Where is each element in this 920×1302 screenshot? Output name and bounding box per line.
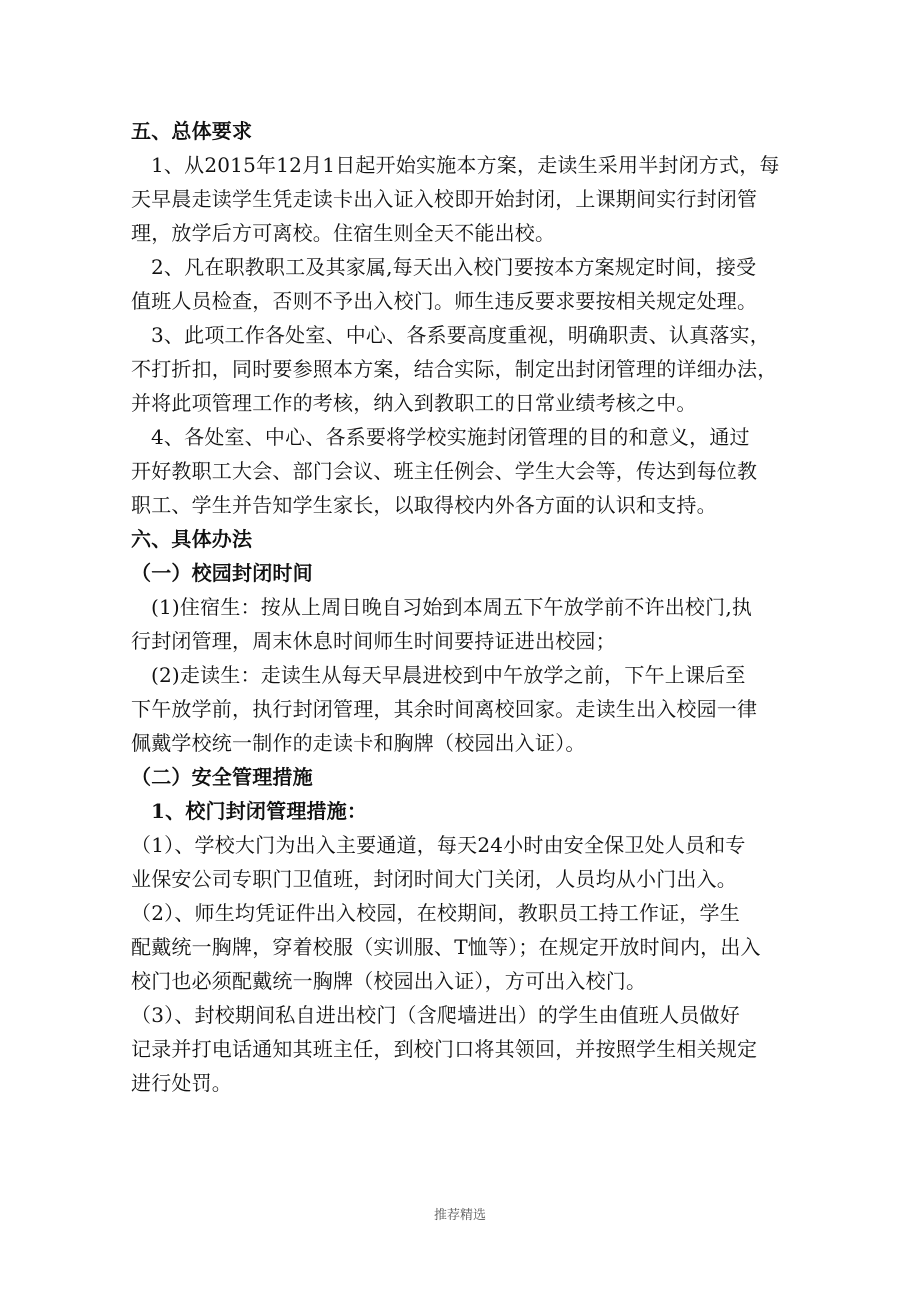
subsection-heading-1: （一）校园封闭时间 <box>131 561 313 585</box>
paragraph-line: （2）、师生均凭证件出入校园，在校期间，教职员工持工作证，学生 <box>131 901 740 925</box>
paragraph-line: (1)住宿生：按从上周日晚自习始到本周五下午放学前不许出校门,执 <box>151 595 753 619</box>
paragraph-line: 佩戴学校统一制作的走读卡和胸牌（校园出入证）。 <box>131 731 586 755</box>
paragraph-line: 下午放学前，执行封闭管理，其余时间离校回家。走读生出入校园一律 <box>131 697 758 721</box>
paragraph-line: 不打折扣，同时要参照本方案，结合实际，制定出封闭管理的详细办法， <box>131 357 778 381</box>
paragraph-line: 理，放学后方可离校。住宿生则全天不能出校。 <box>131 221 556 245</box>
paragraph-line: 业保安公司专职门卫值班，封闭时间大门关闭，人员均从小门出入。 <box>131 867 737 891</box>
paragraph-line: 2、凡在职教职工及其家属,每天出入校门要按本方案规定时间，接受 <box>151 255 757 279</box>
paragraph-line: 3、此项工作各处室、中心、各系要高度重视，明确职责、认真落实， <box>151 323 770 347</box>
paragraph-line: 进行处罚。 <box>131 1071 232 1095</box>
paragraph-line: 配戴统一胸牌，穿着校服（实训服、T恤等）；在规定开放时间内，出入 <box>131 935 761 959</box>
paragraph-line: 并将此项管理工作的考核，纳入到教职工的日常业绩考核之中。 <box>131 391 697 415</box>
subsection-heading-2: （二）安全管理措施 <box>131 765 313 789</box>
paragraph-line: 天早晨走读学生凭走读卡出入证入校即开始封闭，上课期间实行封闭管 <box>131 187 758 211</box>
paragraph-line: 开好教职工大会、部门会议、班主任例会、学生大会等，传达到每位教 <box>131 459 758 483</box>
document-body <box>131 114 801 1100</box>
subsubsection-heading: 1、校门封闭管理措施： <box>151 799 368 823</box>
paragraph-line: （3）、封校期间私自进出校门（含爬墙进出）的学生由值班人员做好 <box>131 1003 740 1027</box>
paragraph-line: 1、从2015年12月1日起开始实施本方案，走读生采用半封闭方式，每 <box>151 153 780 177</box>
paragraph-line: 校门也必须配戴统一胸牌（校园出入证），方可出入校门。 <box>131 969 647 993</box>
paragraph-line: 4、各处室、中心、各系要将学校实施封闭管理的目的和意义，通过 <box>151 425 750 449</box>
paragraph-line: 记录并打电话通知其班主任，到校门口将其领回，并按照学生相关规定 <box>131 1037 758 1061</box>
paragraph-line: 行封闭管理，周末休息时间师生时间要持证进出校园； <box>131 629 616 653</box>
paragraph-line: 职工、学生并告知学生家长，以取得校内外各方面的认识和支持。 <box>131 493 717 517</box>
section-heading-6: 六、具体办法 <box>131 527 253 551</box>
page-footer: 推荐精选 <box>433 1208 486 1223</box>
paragraph-line: (2)走读生：走读生从每天早晨进校到中午放学之前，下午上课后至 <box>151 663 746 687</box>
paragraph-line: 值班人员检查，否则不予出入校门。师生违反要求要按相关规定处理。 <box>131 289 758 313</box>
section-heading-5: 五、总体要求 <box>131 119 253 143</box>
paragraph-line: （1）、学校大门为出入主要通道，每天24小时由安全保卫处人员和专 <box>131 833 746 857</box>
